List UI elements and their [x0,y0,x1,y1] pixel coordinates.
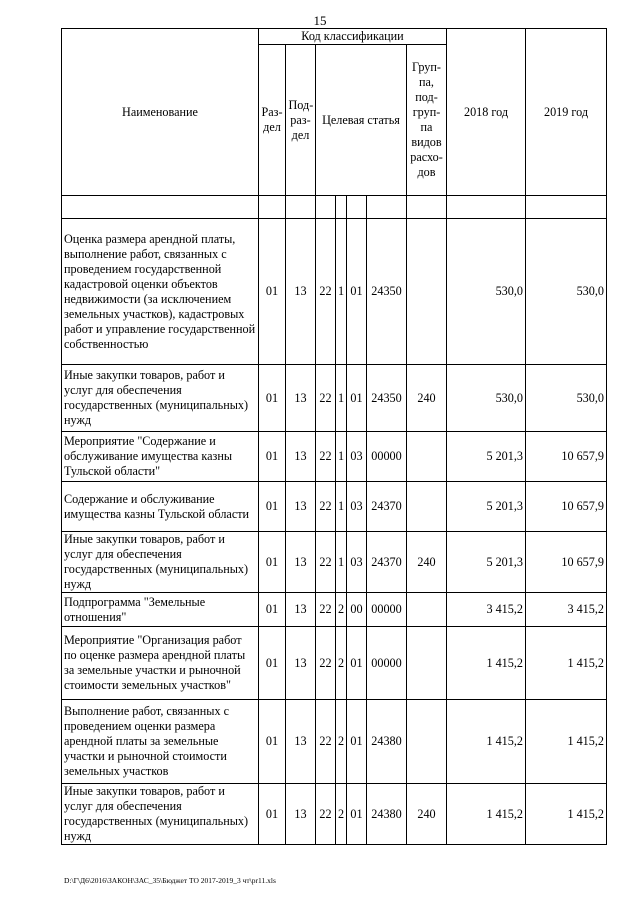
row-value-2018: 1 415,2 [447,627,526,700]
row-razdel: 01 [259,432,286,482]
table-row [62,482,607,532]
header-podrazdel: Под-раз-дел [286,45,316,196]
row-target-program: 22 [316,532,336,593]
table-row [62,627,607,700]
row-target-subprogram: 2 [336,784,347,845]
row-expense-group: 240 [407,532,447,593]
row-podrazdel: 13 [286,432,316,482]
table-row [62,784,607,845]
row-target-event: 01 [347,784,367,845]
row-value-2019: 530,0 [526,219,607,365]
row-target-direction: 00000 [367,593,407,627]
row-target-subprogram: 1 [336,365,347,432]
header-year-2018: 2018 год [447,29,526,196]
row-razdel: 01 [259,482,286,532]
row-value-2019: 10 657,9 [526,532,607,593]
row-target-event: 01 [347,700,367,784]
row-target-subprogram: 2 [336,627,347,700]
table-row [62,532,607,593]
row-target-direction: 24380 [367,700,407,784]
row-name: Иные закупки товаров, работ и услуг для обеспечения государственных (муниципальных) нужд [62,784,259,845]
header-name: Наименование [62,29,259,196]
row-razdel: 01 [259,627,286,700]
row-value-2018: 530,0 [447,219,526,365]
row-value-2019: 530,0 [526,365,607,432]
row-razdel: 01 [259,219,286,365]
header-razdel: Раз-дел [259,45,286,196]
budget-table [61,28,607,845]
row-name: Мероприятие "Содержание и обслуживание имущества казны Тульской области" [62,432,259,482]
row-razdel: 01 [259,593,286,627]
row-target-subprogram: 2 [336,700,347,784]
header-class-code: Код классификации [259,29,447,45]
row-target-event: 01 [347,219,367,365]
row-value-2019: 3 415,2 [526,593,607,627]
row-target-subprogram: 1 [336,432,347,482]
row-target-subprogram: 1 [336,219,347,365]
row-expense-group [407,593,447,627]
row-value-2019: 10 657,9 [526,482,607,532]
row-target-program: 22 [316,482,336,532]
row-target-event: 03 [347,482,367,532]
row-name: Мероприятие "Организация работ по оценке размера арендной платы за земельные участки и рыночной стоимости земельных участков" [62,627,259,700]
row-target-direction: 24370 [367,532,407,593]
row-value-2018: 530,0 [447,365,526,432]
table-row [62,700,607,784]
row-podrazdel: 13 [286,700,316,784]
row-value-2019: 1 415,2 [526,700,607,784]
row-podrazdel: 13 [286,482,316,532]
row-podrazdel: 13 [286,593,316,627]
row-expense-group [407,700,447,784]
row-target-event: 03 [347,532,367,593]
table-row [62,432,607,482]
row-target-direction: 24370 [367,482,407,532]
row-value-2018: 5 201,3 [447,432,526,482]
page-number: 15 [313,13,327,28]
row-name: Подпрограмма "Земельные отношения" [62,593,259,627]
row-expense-group: 240 [407,365,447,432]
row-value-2018: 3 415,2 [447,593,526,627]
row-value-2018: 1 415,2 [447,700,526,784]
row-value-2019: 1 415,2 [526,627,607,700]
row-target-subprogram: 2 [336,593,347,627]
header-expense-group: Груп-па, под-груп-па видов расхо-дов [407,45,447,196]
row-value-2018: 1 415,2 [447,784,526,845]
row-target-subprogram: 1 [336,532,347,593]
row-target-direction: 24350 [367,365,407,432]
row-razdel: 01 [259,532,286,593]
row-podrazdel: 13 [286,219,316,365]
row-target-program: 22 [316,219,336,365]
row-razdel: 01 [259,700,286,784]
row-name: Содержание и обслуживание имущества казны Тульской области [62,482,259,532]
row-value-2019: 10 657,9 [526,432,607,482]
row-razdel: 01 [259,784,286,845]
row-target-subprogram: 1 [336,482,347,532]
row-target-program: 22 [316,700,336,784]
row-target-direction: 24380 [367,784,407,845]
row-razdel: 01 [259,365,286,432]
row-target-event: 00 [347,593,367,627]
row-expense-group: 240 [407,784,447,845]
row-target-program: 22 [316,432,336,482]
table-row [62,593,607,627]
header-year-2019: 2019 год [526,29,607,196]
row-podrazdel: 13 [286,365,316,432]
row-name: Выполнение работ, связанных с проведением оценки размера арендной платы за земельные участки и рыночной стоимости земельных участков [62,700,259,784]
row-target-program: 22 [316,365,336,432]
row-expense-group [407,432,447,482]
table-row [62,365,607,432]
row-name: Иные закупки товаров, работ и услуг для обеспечения государственных (муниципальных) нужд [62,532,259,593]
row-name: Иные закупки товаров, работ и услуг для обеспечения государственных (муниципальных) нужд [62,365,259,432]
row-podrazdel: 13 [286,627,316,700]
row-podrazdel: 13 [286,784,316,845]
row-target-program: 22 [316,627,336,700]
row-target-direction: 00000 [367,432,407,482]
row-expense-group [407,627,447,700]
row-target-program: 22 [316,784,336,845]
row-value-2018: 5 201,3 [447,482,526,532]
table-row [62,219,607,365]
row-target-event: 01 [347,627,367,700]
file-path-footer: D:\Г\Д6\2016\ЗАКОН\ЗАС_35\Бюджет ТО 2017-2019_3 чт\pr11.xls [64,876,276,885]
row-podrazdel: 13 [286,532,316,593]
row-target-direction: 24350 [367,219,407,365]
header-target-article: Целевая статья [316,45,407,196]
row-expense-group [407,482,447,532]
row-expense-group [407,219,447,365]
row-target-event: 01 [347,365,367,432]
row-value-2018: 5 201,3 [447,532,526,593]
spacer-cell [62,196,259,219]
row-name: Оценка размера арендной платы, выполнение работ, связанных с проведением государственной кадастровой оценки объектов недвижимости (за исключением земельных участков), кадастровых работ и управление государственной собственностью [62,219,259,365]
row-target-direction: 00000 [367,627,407,700]
row-target-program: 22 [316,593,336,627]
row-value-2019: 1 415,2 [526,784,607,845]
row-target-event: 03 [347,432,367,482]
